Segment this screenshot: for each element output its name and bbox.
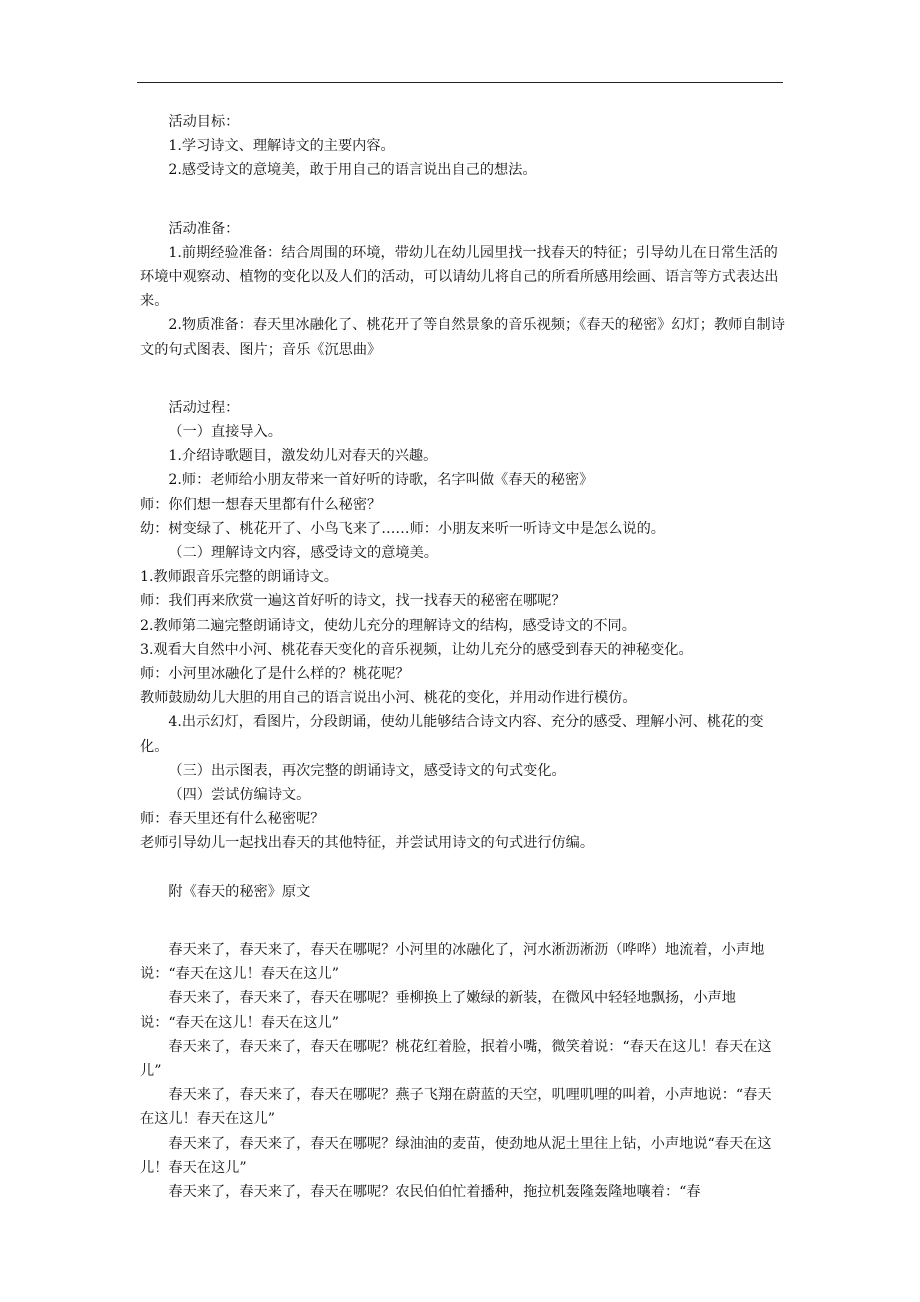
poem-paragraph: 春天来了，春天来了，春天在哪呢？桃花红着脸，抿着小嘴，微笑着说：“春天在这儿！春天在这儿” (140, 1038, 772, 1079)
goals-heading: 活动目标： (168, 114, 240, 130)
process-line: 教师鼓励幼儿大胆的用自己的语言说出小河、桃花的变化，并用动作进行模仿。 (140, 690, 637, 707)
appendix-heading: 附《春天的秘密》原文 (168, 883, 311, 900)
poem-paragraph: 春天来了，春天来了，春天在哪呢？绿油油的麦苗，使劲地从泥土里往上钻，小声地说“春天在这儿！春天在这儿” (140, 1135, 772, 1176)
process-section (140, 396, 785, 856)
process-line: 2.教师第二遍完整朗诵诗文，使幼儿充分的理解诗文的结构，感受诗文的不同。 (140, 617, 636, 634)
poem-paragraph: 春天来了，春天来了，春天在哪呢？农民伯伯忙着播种，拖拉机轰隆轰隆地嚷着：“春 (168, 1183, 701, 1200)
process-line: 师：小河里冰融化了是什么样的？桃花呢？ (140, 666, 410, 683)
process-line: （四）尝试仿编诗文。 (168, 787, 311, 804)
process-line: 4.出示幻灯，看图片，分段朗诵，使幼儿能够结合诗文内容、充分的感受、理解小河、桃花的变化。 (140, 714, 764, 755)
process-line: 1.教师跟音乐完整的朗诵诗文。 (140, 569, 338, 586)
process-line: 老师引导幼儿一起找出春天的其他特征，并尝试用诗文的句式进行仿编。 (140, 835, 595, 852)
document-body (140, 110, 785, 1204)
process-line: （一）直接导入。 (168, 424, 282, 441)
process-line: （二）理解诗文内容，感受诗文的意境美。 (168, 545, 438, 562)
goals-section (140, 110, 785, 183)
preparation-section (140, 217, 785, 362)
process-line: 师：你们想一想春天里都有什么秘密？ (140, 496, 382, 513)
poem-paragraph: 春天来了，春天来了，春天在哪呢？小河里的冰融化了，河水淅沥淅沥（哗哗）地流着，小声地说：“春天在这儿！春天在这儿” (140, 941, 765, 983)
preparation-heading: 活动准备： (168, 220, 240, 237)
poem-paragraph: 春天来了，春天来了，春天在哪呢？燕子飞翔在蔚蓝的天空，叽哩叽哩的叫着，小声地说：“春天在这儿！春天在这儿” (140, 1087, 772, 1128)
process-heading: 活动过程： (168, 399, 240, 416)
process-line: 1.介绍诗歌题目，激发幼儿对春天的兴趣。 (168, 448, 438, 465)
process-line: 2.师：老师给小朋友带来一首好听的诗歌，名字叫做《春天的秘密》 (168, 472, 594, 489)
goal-item: 1.学习诗文、理解诗文的主要内容。 (168, 138, 395, 155)
preparation-item: 2.物质准备：春天里冰融化了、桃花开了等自然景象的音乐视频；《春天的秘密》幻灯；教师自制诗文的句式图表、图片；音乐《沉思曲》 (140, 317, 785, 358)
goal-item: 2.感受诗文的意境美，敢于用自己的语言说出自己的想法。 (168, 162, 537, 179)
preparation-item: 1.前期经验准备：结合周围的环境，带幼儿在幼儿园里找一找春天的特征；引导幼儿在日常生活的环境中观察动、植物的变化以及人们的活动，可以请幼儿将自己的所看所感用绘画、语言等方式表达出来。 (140, 244, 779, 310)
header-rule (137, 82, 783, 83)
process-line: 3.观看大自然中小河、桃花春天变化的音乐视频，让幼儿充分的感受到春天的神秘变化。 (140, 641, 693, 658)
process-line: 师：我们再来欣赏一遍这首好听的诗文，找一找春天的秘密在哪呢？ (140, 593, 566, 610)
process-line: （三）出示图表，再次完整的朗诵诗文，感受诗文的句式变化。 (168, 762, 566, 779)
process-line: 幼：树变绿了、桃花开了、小鸟飞来了……师：小朋友来听一听诗文中是怎么说的。 (140, 520, 665, 537)
appendix-section (140, 880, 785, 1204)
process-line: 师：春天里还有什么秘密呢？ (140, 811, 325, 828)
poem-paragraph: 春天来了，春天来了，春天在哪呢？垂柳换上了嫩绿的新装，在微风中轻轻地飘扬，小声地说：“春天在这儿！春天在这儿” (140, 990, 736, 1031)
